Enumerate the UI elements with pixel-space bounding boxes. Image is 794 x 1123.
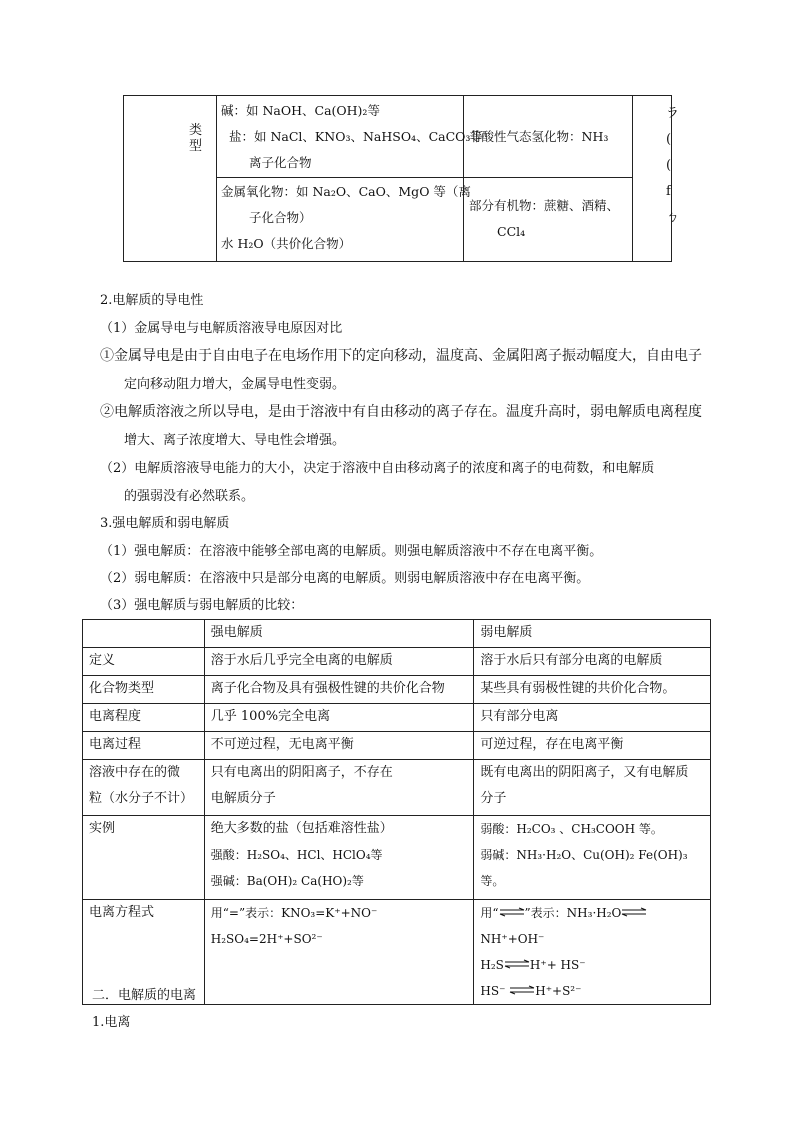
cell-organic [469,193,619,245]
cell-line: 盐：如 NaCl、KNO₃、NaHSO₄、CaCO₃等 [229,129,483,144]
cell-line: 粒（水分子不计） [89,791,194,806]
cell-line [480,978,704,1004]
equilibrium-arrow-icon [504,960,530,968]
paragraph: （1）强电解质：在溶液中能够全部电离的电解质。则强电解质溶液中不存在电离平衡。 [100,544,603,559]
cell-line: 用“=”表示：KNO₃=K⁺+NO⁻ [210,906,378,920]
row-weak: 某些具有弱极性键的共价化合物。 [474,676,711,704]
cell-hydride: 非酸性气态氢化物：NH₃ [469,129,609,144]
cell-line: 离子化合物 [249,155,312,170]
cell-line: 弱碱：NH₃·H₂O、Cu(OH)₂ Fe(OH)₃等。 [480,848,688,888]
eq-text: HS⁻ [480,984,510,998]
row-weak: 溶于水后只有部分电离的电解质 [474,648,711,676]
cell-line [480,900,704,952]
row-strong [204,900,474,1005]
row-strong: 溶于水后几乎完全电离的电解质 [204,648,474,676]
row-weak: 可逆过程，存在电离平衡 [474,732,711,760]
equilibrium-arrow-icon [499,908,525,916]
section-heading: 二．电解质的电离 [92,988,197,1003]
compare-table [82,619,711,1005]
row-strong: 离子化合物及具有强极性键的共价化合物 [204,676,474,704]
equilibrium-arrow-icon [509,986,535,994]
section-heading: 2.电解质的导电性 [100,293,204,308]
eq-text: ”表示：NH₃·H₂O [524,906,622,920]
equilibrium-arrow-icon [621,908,647,916]
cell-metal-oxide [221,179,471,257]
cell-line: 强碱：Ba(OH)₂ Ca(HO)₂等 [210,874,364,888]
cell-line: 金属氧化物：如 Na₂O、CaO、MgO 等（离 [221,184,471,199]
row-strong: 不可逆过程，无电离平衡 [204,732,474,760]
cell-line: 电解质分子 [210,791,276,806]
row-strong [204,760,474,816]
row-strong: 几乎 100%完全电离 [204,704,474,732]
eq-text: NH⁺+OH⁻ [480,932,545,946]
paragraph: （2）电解质溶液导电能力的大小，决定于溶液中自由移动离子的浓度和离子的电荷数，和电解质 [100,461,655,476]
row-label: 实例 [83,816,205,900]
row-weak: 只有部分电离 [474,704,711,732]
cell-line: 分子 [480,791,507,806]
cell-line: CCl₄ [497,224,526,239]
cell-line: 弱酸：H₂CO₃ 、CH₃COOH 等。 [480,822,663,836]
row-weak [474,760,711,816]
row-label: 化合物类型 [83,676,205,704]
cell-line: 碱：如 NaOH、Ca(OH)₂等 [221,103,380,118]
row-label: 电离程度 [83,704,205,732]
cell-line: 只有电离出的阴阳离子，不存在 [210,765,393,780]
cell-line [480,952,704,978]
paragraph: ②电解质溶液之所以导电，是由于溶液中有自由移动的离子存在。温度升高时，弱电解质电离程度 [100,404,702,420]
cut-char: ラ [666,106,680,121]
header-strong: 强电解质 [204,620,474,648]
eq-text: H₂S [480,958,504,972]
top-table [123,95,680,261]
cell-line: 绝大多数的盐（包括难溶性盐） [210,821,393,836]
section-heading: 3.强电解质和弱电解质 [100,516,230,531]
cell-base-salt [221,98,483,176]
subsection-heading: 1.电离 [92,1015,131,1030]
paragraph: （1）金属导电与电解质溶液导电原因对比 [100,321,343,336]
row-header-type: 类型 [189,123,203,154]
cell-line: 子化合物） [249,210,312,225]
cell-line: 水 H₂O（共价化合物） [221,236,352,251]
paragraph: 增大、离子浓度增大、导电性会增强。 [124,433,346,448]
cell-line: 强酸：H₂SO₄、HCl、HClO₄等 [210,848,383,862]
cut-off-column [666,101,680,231]
cell-line: 部分有机物：蔗糖、酒精、 [469,198,620,213]
paragraph: （2）弱电解质：在溶液中只是部分电离的电解质。则弱电解质溶液中存在电离平衡。 [100,571,590,586]
eq-text: H⁺+ HS⁻ [529,958,586,972]
cell-line: H₂SO₄=2H⁺+SO²⁻ [210,932,323,946]
row-label-particles [83,760,205,816]
paragraph: 定向移动阻力增大，金属导电性变弱。 [124,377,346,392]
header-weak: 弱电解质 [474,620,711,648]
cell-line: 溶液中存在的微 [89,765,181,780]
eq-text: 用“ [480,906,499,920]
cut-char: ( [666,132,672,147]
row-label: 定义 [83,648,205,676]
header-empty [83,620,205,648]
row-weak [474,900,711,1005]
cut-char: f [666,184,671,199]
eq-text: H⁺+S²⁻ [535,984,582,998]
paragraph: （3）强电解质与弱电解质的比较： [100,598,304,613]
paragraph: 的强弱没有必然联系。 [124,489,255,504]
cell-line: 既有电离出的阴阳离子，又有电解质 [480,765,689,780]
row-strong [204,816,474,900]
paragraph: ①金属导电是由于自由电子在电场作用下的定向移动，温度高、金属阳离子振动幅度大，自由电子 [100,348,702,364]
cut-char: ㄅ [666,210,680,225]
row-label: 电离方程式 [83,900,205,1005]
cut-char: ( [666,158,672,173]
row-weak [474,816,711,900]
row-label: 电离过程 [83,732,205,760]
